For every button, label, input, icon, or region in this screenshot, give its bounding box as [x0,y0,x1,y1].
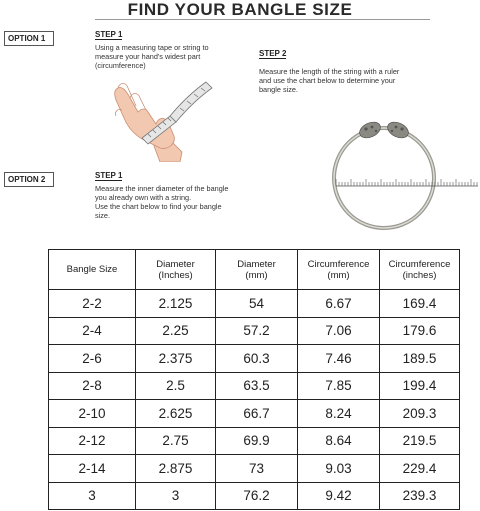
cell-circumference-inches: 189.5 [380,345,460,373]
cell-circumference-mm: 7.46 [298,345,380,373]
table-row [49,427,460,455]
cell-circumference-mm: 7.06 [298,317,380,345]
cell-diameter-inches: 2.5 [136,372,216,400]
cell-diameter-inches: 2.25 [136,317,216,345]
option-1-step-1-heading: STEP 1 [95,30,123,39]
cell-diameter-mm: 76.2 [216,482,298,510]
cell-bangle-size: 2-4 [49,317,136,345]
header-diameter-inches [136,250,216,290]
cell-diameter-inches: 2.125 [136,290,216,318]
option-1-step-1-text [95,43,209,70]
cell-bangle-size: 2-10 [49,400,136,428]
option-1-step-2-heading: STEP 2 [259,49,287,58]
cell-circumference-inches: 229.4 [380,455,460,483]
table-row [49,290,460,318]
table-header-row [49,250,460,290]
cell-circumference-inches: 239.3 [380,482,460,510]
table-row [49,345,460,373]
text-line: size. [95,211,111,220]
header-diameter-mm [216,250,298,290]
cell-circumference-mm: 7.85 [298,372,380,400]
cell-circumference-inches: 219.5 [380,427,460,455]
page-title: FIND YOUR BANGLE SIZE [127,0,353,19]
cell-diameter-inches: 2.75 [136,427,216,455]
header-line: Diameter [156,258,195,270]
cell-bangle-size: 2-2 [49,290,136,318]
option-2-step-1-heading: STEP 1 [95,171,123,180]
cell-bangle-size: 3 [49,482,136,510]
cell-circumference-mm: 9.03 [298,455,380,483]
header-line: Circumference [307,258,370,270]
option-2-label: OPTION 2 [4,172,54,187]
text-line: Measure the inner diameter of the bangle [95,184,229,193]
cell-diameter-inches: 2.625 [136,400,216,428]
header-line: Diameter [237,258,276,270]
text-line: Using a measuring tape or string to [95,43,209,52]
header-line: Bangle Size [66,264,118,275]
cell-circumference-inches: 199.4 [380,372,460,400]
header-line: (mm) [245,269,268,281]
cell-diameter-mm: 73 [216,455,298,483]
cell-bangle-size: 2-12 [49,427,136,455]
cell-diameter-mm: 69.9 [216,427,298,455]
header-circumference-mm [298,250,380,290]
bangle-size-table [48,249,460,510]
hand-measuring-tape-icon [108,78,214,162]
cell-circumference-mm: 8.24 [298,400,380,428]
cell-circumference-inches: 169.4 [380,290,460,318]
cell-bangle-size: 2-14 [49,455,136,483]
text-line: Use the chart below to find your bangle [95,202,222,211]
cell-diameter-inches: 2.375 [136,345,216,373]
table-row [49,317,460,345]
table-row [49,482,460,510]
cell-circumference-mm: 9.42 [298,482,380,510]
text-line: bangle size. [259,85,298,94]
cell-circumference-inches: 209.3 [380,400,460,428]
cell-diameter-inches: 3 [136,482,216,510]
header-line: Circumference [388,258,451,270]
cell-diameter-mm: 57.2 [216,317,298,345]
text-line: and use the chart below to determine your [259,76,396,85]
option-1-label: OPTION 1 [4,31,54,46]
table-row [49,400,460,428]
cell-diameter-mm: 60.3 [216,345,298,373]
cell-diameter-inches: 2.875 [136,455,216,483]
header-line: (Inches) [158,269,193,281]
cell-circumference-mm: 6.67 [298,290,380,318]
text-line: Measure the length of the string with a ruler [259,67,400,76]
cell-circumference-mm: 8.64 [298,427,380,455]
cell-circumference-inches: 179.6 [380,317,460,345]
cell-diameter-mm: 66.7 [216,400,298,428]
bangle-ruler-icon [322,118,478,236]
table-row [49,372,460,400]
header-bangle-size [49,250,136,290]
text-line: you already own with a string. [95,193,192,202]
option-1-step-2-text [259,67,399,94]
table-row [49,455,460,483]
header-circumference-inches [380,250,460,290]
cell-bangle-size: 2-8 [49,372,136,400]
option-2-step-1-text [95,184,228,220]
text-line: (circumference) [95,61,146,70]
header-line: (inches) [402,269,437,281]
cell-diameter-mm: 54 [216,290,298,318]
header-line: (mm) [327,269,350,281]
text-line: measure your hand's widest part [95,52,201,61]
title-underline [95,19,430,20]
cell-bangle-size: 2-6 [49,345,136,373]
cell-diameter-mm: 63.5 [216,372,298,400]
